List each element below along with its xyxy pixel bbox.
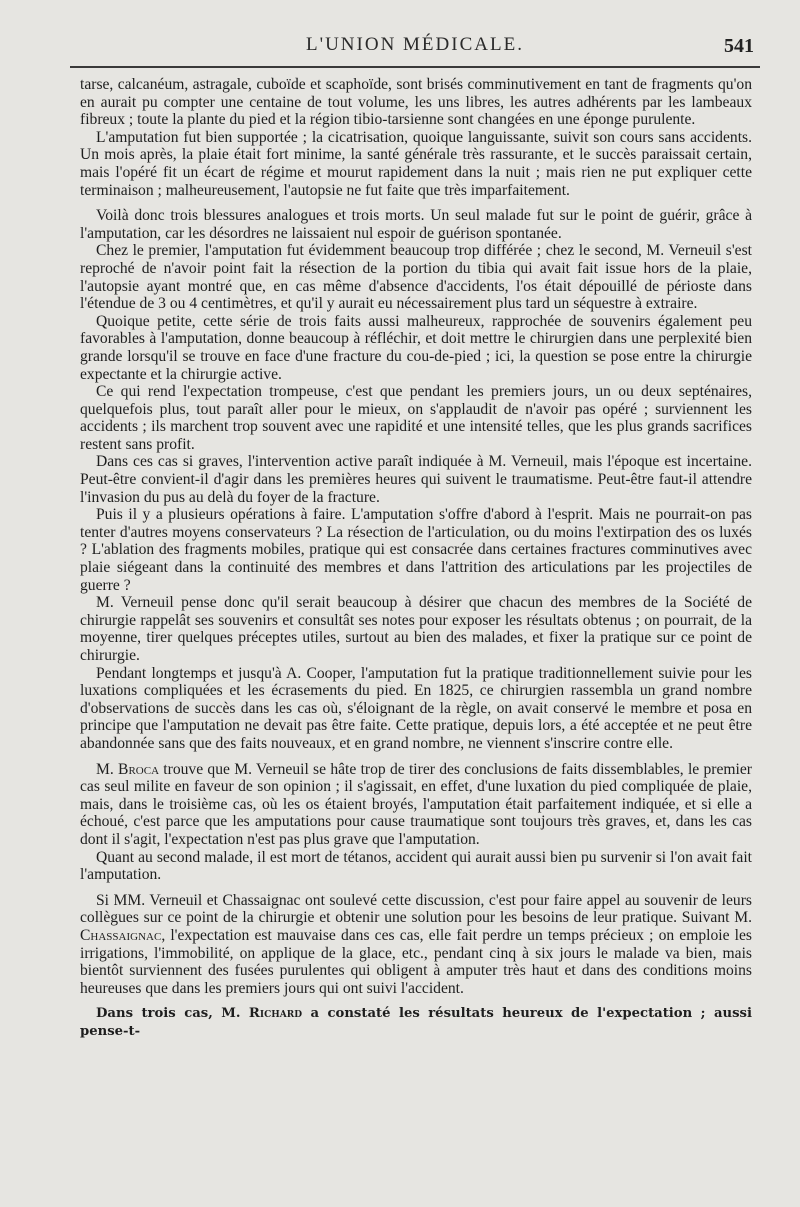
paragraph: Ce qui rend l'expectation trompeuse, c'est que pendant les premiers jours, un ou deux septénaires, quelquefois plus, tout paraît aller pour le mieux, on s'applaudit de n'avoir pas opéré ; surviennent les accidents ; ils marchent trop souvent avec une rapidité et une intensité telles, que les plus grands sacrifices restent sans profit. [80,383,752,453]
paragraph: Quoique petite, cette série de trois faits aussi malheureux, rapprochée de souvenirs également peu favorables à l'amputation, donne beaucoup à réfléchir, et doit mettre le chirurgien dans une perplexité bien grande lorsqu'il se trouve en face d'une fracture du cou-de-pied ; ici, la question se pose entre la chirurgie expectante et la chirurgie active. [80,312,752,383]
paragraph: L'amputation fut bien supportée ; la cicatrisation, quoique languissante, suivit son cours sans accidents. Un mois après, la plaie était fort minime, la santé générale très rassurante, et le succès paraissait certain, mais l'opéré fit un écart de régime et mourut rapidement dans la nuit ; mais rien ne put expliquer cette terminaison ; malheureusement, l'autopsie ne fut faite que très imparfaitement. [80,128,752,199]
paragraph: M. Verneuil pense donc qu'il serait beaucoup à désirer que chacun des membres de la Société de chirurgie rappelât ses souvenirs et consultât ses notes pour exposer les résultats obtenus ; on pourrait, de la moyenne, tirer quelques préceptes utiles, surtout au bien des malades, et fixer la pratique sur ce point de chirurgie. [80,594,752,664]
running-title: L'UNION MÉDICALE. [306,34,524,55]
text-span: M. [96,760,119,778]
article-body [80,76,752,1040]
paragraph: Pendant longtemps et jusqu'à A. Cooper, l'amputation fut la pratique traditionnellement suivie pour les luxations compliquées et les écrasements du pied. En 1825, ce chirurgien rassembla un grand nombre d'observations de succès dans les cas où, s'éloignant de la règle, on avait conservé le membre et posa en principe que l'amputation ne devait pas être faite. Cette pratique, depuis lors, a été acceptée et ne peut être abandonnée sans que des faits nouveaux, et en grand nombre, ne viennent s'inscrire contre elle. [80,664,752,752]
paragraph [80,1005,752,1040]
paragraph [80,892,752,998]
paragraph: tarse, calcanéum, astragale, cuboïde et scaphoïde, sont brisés comminutivement en tant de fragments qu'on en aurait pu compter une centaine de tout volume, les uns libres, les autres adhérents par les lambeaux fibreux ; toute la plante du pied et la région tibio-tarsienne sont changées en une éponge purulente. [80,76,752,129]
text-span: Si MM. Verneuil et Chassaignac ont soulevé cette discussion, c'est pour faire appel au souvenir de leurs collègues sur ce point de la chirurgie et obtenir une solution pour les besoins de leur pratique. Suivant M. [80,891,752,927]
surgeon-name: Chassaignac [80,926,162,944]
text-span: a constaté les résultats heureux de l'expectation ; aussi pense-t- [80,1006,752,1039]
paragraph: Voilà donc trois blessures analogues et trois morts. Un seul malade fut sur le point de guérir, grâce à l'amputation, car les désordres ne laissaient nul espoir de guérison spontanée. [80,207,752,242]
paragraph: Chez le premier, l'amputation fut évidemment beaucoup trop différée ; chez le second, M. Verneuil s'est reproché de n'avoir point fait la résection de la portion du tibia qui avait fait issue hors de la plaie, l'autopsie ayant montré que, en cas même d'absence d'accidents, l'os était dépouillé de périoste dans l'étendue de 3 ou 4 centimètres, et qu'il y aurait eu nécessairement plus tard un séquestre à extraire. [80,242,752,313]
page-number: 541 [724,35,754,57]
text-span: Dans trois cas, M. [96,1006,249,1022]
paragraph: Quant au second malade, il est mort de tétanos, accident qui aurait aussi bien pu survenir si l'on avait fait l'amputation. [80,848,752,884]
surgeon-name: Broca [118,760,160,778]
paragraph: Puis il y a plusieurs opérations à faire. L'amputation s'offre d'abord à l'esprit. Mais ne pourrait-on pas tenter d'autres moyens conservateurs ? La résection de l'articulation, ou du moins l'extirpation des os luxés ? L'ablation des fragments mobiles, pratique qui est consacrée dans certaines fractures comminutives avec plaie siégeant dans la continuité des membres et dans l'attrition des articulations par les projectiles de guerre ? [80,506,752,594]
header-rule [70,66,760,68]
text-span: trouve que M. Verneuil se hâte trop de tirer des conclusions de faits dissemblables, le premier cas seul milite en faveur de son opinion ; il s'agissait, en effet, d'une luxation du pied compliquée de plaie, mais, dans le troisième cas, où les os étaient broyés, l'amputation était parfaitement indiquée, et si elle a échoué, c'est parce que les amputations pour cause traumatique sont toujours très graves, et, dans les cas dont il s'agit, l'expectation n'est pas plus grave que l'amputation. [80,760,752,848]
page-header [70,34,760,64]
paragraph [80,761,752,849]
surgeon-name: Richard [248,1006,303,1022]
text-span: , l'expectation est mauvaise dans ces cas, elle fait perdre un temps précieux ; on emploie les irrigations, l'immobilité, on applique de la glace, etc., pendant cinq à six jours le malade va bien, mais bientôt surviennent des fusées purulentes qui obligent à amputer très haut et dans des conditions moins heureuses que dans les premiers jours qui ont suivi l'accident. [80,926,752,997]
paragraph: Dans ces cas si graves, l'intervention active paraît indiquée à M. Verneuil, mais l'époque est incertaine. Peut-être convient-il d'agir dans les premières heures qui suivent le traumatisme. Peut-être faut-il attendre l'invasion du pus au delà du foyer de la fracture. [80,453,752,506]
